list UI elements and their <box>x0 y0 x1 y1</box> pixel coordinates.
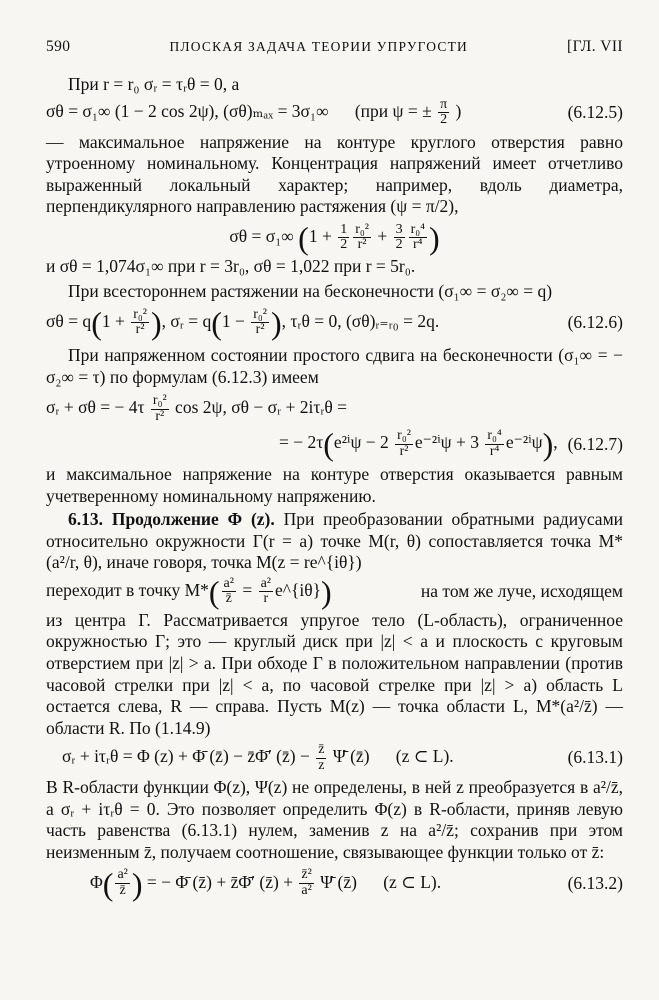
page-body <box>46 74 623 900</box>
page-number: 590 <box>46 38 71 55</box>
paragraph: — максимальное напряжение на контуре круглого отверстия равно утроенному номинальному. Концентрация напряжений имеет отчетливо выраженный локальный характер; например, вдоль диаметра, перпендикулярного направлению растяжения (ψ = π/2), <box>46 131 623 217</box>
equation-number: (6.13.1) <box>567 747 623 768</box>
paragraph: из центра Γ. Рассматривается упругое тело (L-область), ограниченное окружностью Γ; это — круглый диск при |z| < a и плоскость с круговым отверстием при |z| > a. При обходе Γ в положительном направлении (против часовой стрелки при |z| < a, по часовой стрелке при |z| > a) область L остается слева, R — справа. Пусть M(z) — точка области L, M*(a²/z̄) — области R. По (1.14.9) <box>46 609 623 738</box>
equation-6-13-1: σᵣ + iτᵣθ = Φ (z) + Φ̄ (z̄) − z̄Φ̄′ (z̄) − $\frac{z̄}{z}$ Ψ̄ (z̄) (z ⊂ L). (6.13.1) <box>62 742 623 773</box>
paragraph: и максимальное напряжение на контуре отверстия оказывается равным учетверенному номинальному напряжению. <box>46 464 623 506</box>
section-6-13-opening: 6.13. Продолжение Φ (z). При преобразовании обратными радиусами относительно окружности Γ(r = a) точке M(r, θ) сопоставляется точка M*(a²/r, θ), иначе говоря, точка M(z = re^{iθ}) <box>46 509 624 573</box>
equation-6-13-2: Φ( $\frac{\text{a²}}{z̄}$ ) = − Φ̄ (z̄) + z̄Φ̄′ (z̄) + $\frac{\text{z̄²}}{\text{a²}}$ Ψ̄ (z̄) (z ⊂ L). (6.13.2) <box>90 865 623 902</box>
values-line: и σθ = 1,074σ₁∞ при r = 3r₀, σθ = 1,022 при r = 5r₀. <box>46 255 416 276</box>
equation-number: (6.12.7) <box>567 433 623 454</box>
fraction: $\frac{\pi}{2}$ <box>440 96 448 128</box>
equation-6-12-6: σθ = q(1 + $\frac{\text{r₀²}}{\text{r²}}$ ), σᵣ = q(1 − $\frac{\text{r₀²}}{\text{r²}}$ ), τᵣθ = 0, (σθ)ᵣ₌ᵣ₀ = 2q. (6.12.6) <box>46 304 623 341</box>
equation-number: (6.13.2) <box>567 872 623 893</box>
paragraph: При всестороннем растяжении на бесконечности (σ₁∞ = σ₂∞ = q) <box>68 281 553 302</box>
equation-6-12-5 <box>46 98 623 128</box>
chapter-label: [ГЛ. VII <box>567 38 623 55</box>
eq-6-12-5-condition: (при ψ = ± $\frac{\pi}{2}$ ) <box>354 96 462 128</box>
eq-6-12-5-lhs: σθ = σ₁∞ (1 − 2 cos 2ψ), (σθ)ₘₐₓ = 3σ₁∞ <box>46 100 329 121</box>
section-line-mapping: переходит в точку M*( $\frac{\text{a²}}{z̄}$ = $\frac{\text{a²}}{r}$ e^{iθ}) на том же луче, исходящем <box>46 573 623 610</box>
equation-6-12-7-line1: σᵣ + σθ = − 4τ $\frac{\text{r₀²}}{\text{r²}}$ cos 2ψ, σθ − σᵣ + 2iτᵣθ = <box>46 393 347 424</box>
paragraph: При напряженном состоянии простого сдвига на бесконечности (σ₁∞ = − σ₂∞ = τ) по формулам (6.12.3) имеем <box>46 344 623 387</box>
equation-6-12-7-line2: = − 2τ(e²ⁱψ − 2 $\frac{\text{r₀²}}{\text{r²}}$ e⁻²ⁱψ + 3 $\frac{\text{r₀⁴}}{\text{r⁴}}$ e⁻²ⁱψ), (6.12.7) <box>278 426 623 463</box>
paragraph: В R-области функции Φ(z), Ψ(z) не определены, в ней z преобразуется в a²/z̄, а σᵣ + iτᵣθ = 0. Это позволяет определить Φ(z) в R-области, приняв левую часть равенства (6.13.1) нулем, заменив z на a²/z̄; сохранив при этом неизменным z̄, получаем соотношение, связывающее функции только от z̄: <box>46 777 623 862</box>
equation-sigma-theta: σθ = σ₁∞ (1 + $\frac{1}{2}$ $\frac{\text{r₀²}}{\text{r²}}$ + $\frac{3}{2}$ $\frac{\text{r₀⁴}}{\text{r⁴}}$ ) <box>229 219 440 256</box>
equation-number: (6.12.5) <box>567 101 623 122</box>
section-title: 6.13. Продолжение Φ (z). <box>68 509 275 530</box>
page-header <box>46 37 623 56</box>
equation-number: (6.12.6) <box>567 312 623 333</box>
running-title: ПЛОСКАЯ ЗАДАЧА ТЕОРИИ УПРУГОСТИ <box>169 39 469 54</box>
eq-6-12-5-intro: При r = r₀ σᵣ = τᵣθ = 0, а <box>68 74 240 94</box>
